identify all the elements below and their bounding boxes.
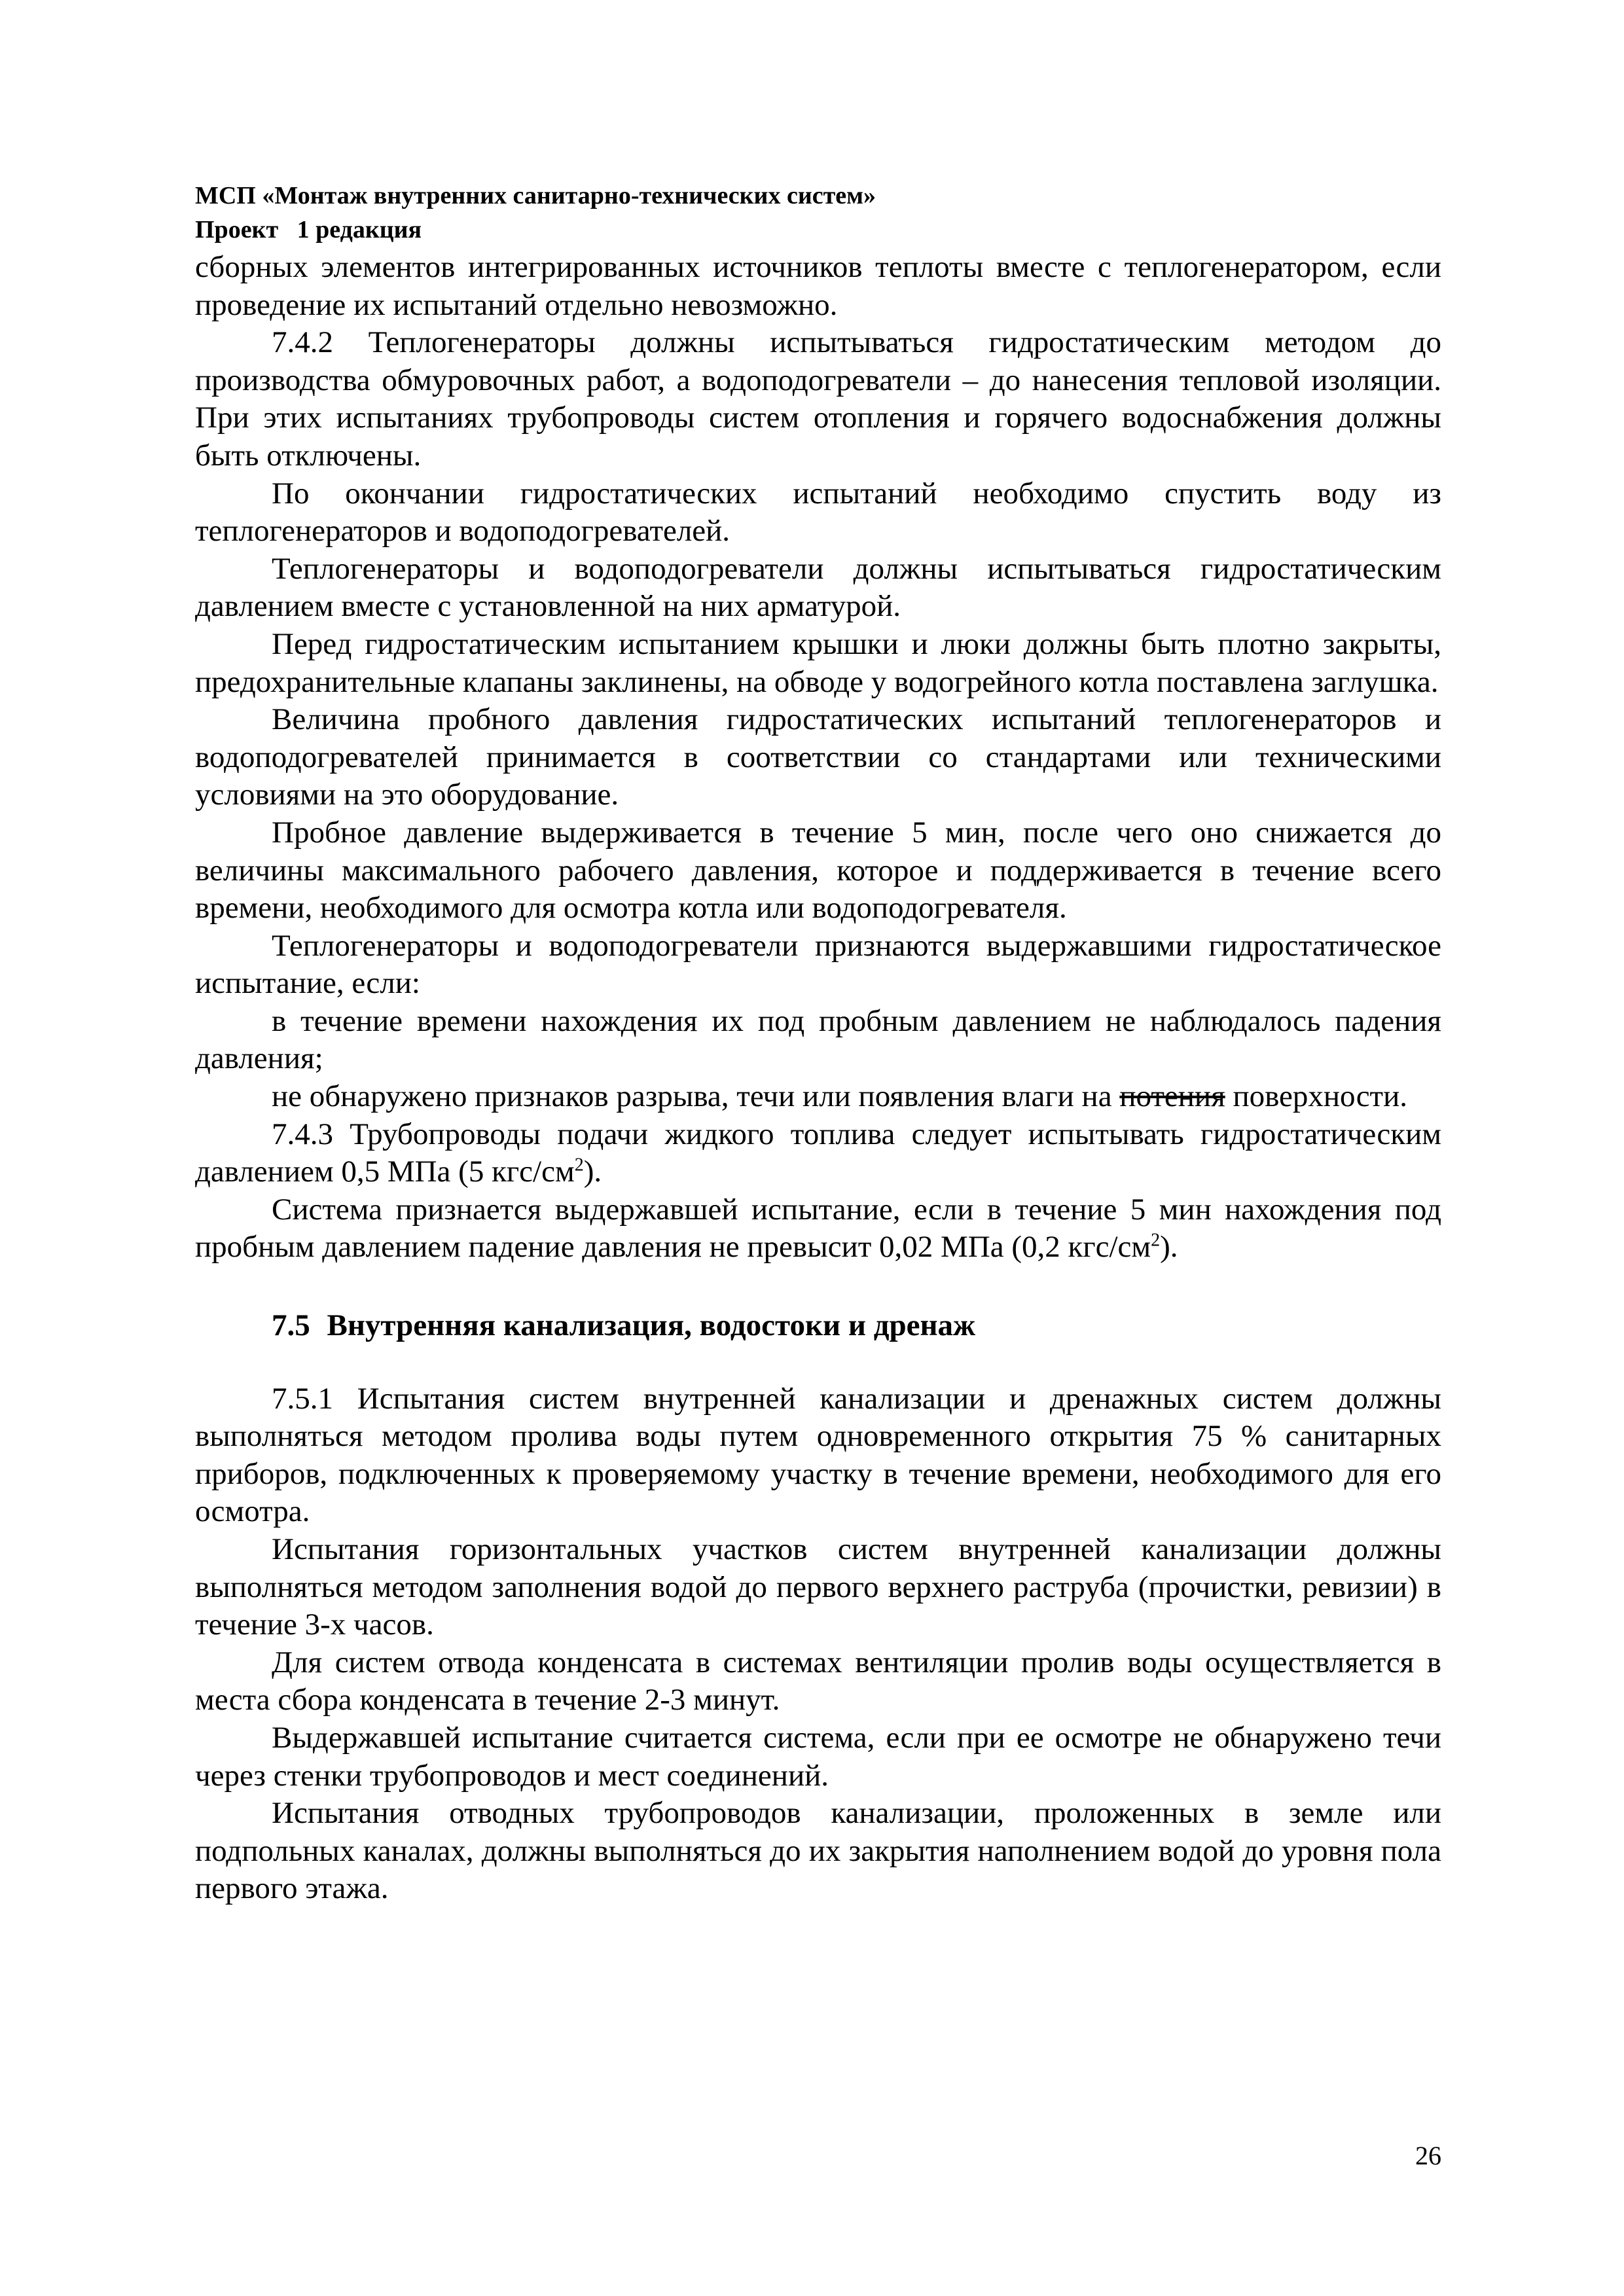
- paragraph-7-4-3: [195, 1116, 1441, 1191]
- paragraph-7-4-3-text-a: 7.4.3 Трубопроводы подачи жидкого топлива следует испытывать гидростатическим давлением 0,5 МПа (5 кгс/см: [195, 1117, 1441, 1189]
- superscript: 2: [1151, 1230, 1161, 1251]
- paragraph-before-test: Перед гидростатическим испытанием крышки и люки должны быть плотно закрыты, предохранительные клапаны заклинены, на обводе у водогрейного котла поставлена заглушка.: [195, 626, 1441, 699]
- paragraph-system-passed-text-b: ).: [1160, 1230, 1178, 1265]
- paragraph-7-4-2: 7.4.2 Теплогенераторы должны испытываться гидростатическим методом до производства обмуровочных работ, а водоподогреватели – до нанесения тепловой изоляции. При этих испытаниях трубопроводы систем отопления и горячего водоснабжения должны быть отключены.: [195, 325, 1441, 473]
- paragraph-test-pressure-duration: Пробное давление выдерживается в течение 5 мин, после чего оно снижается до величины максимального рабочего давления, которое и поддерживается в течение всего времени, необходимого для осмотра котла или водоподогревателя.: [195, 815, 1441, 925]
- paragraph-no-leaks-text-a: не обнаружено признаков разрыва, течи или появления влаги на: [272, 1079, 1120, 1114]
- paragraph-passed-conditions: Теплогенераторы и водоподогреватели признаются выдержавшими гидростатическое испытание, если:: [195, 928, 1441, 1001]
- paragraph-no-leaks-text-b: поверхности.: [1225, 1079, 1407, 1114]
- section-heading-7-5: [195, 1307, 1441, 1345]
- paragraph-no-pressure-drop: в течение времени нахождения их под пробным давлением не наблюдалось падения давления;: [195, 1003, 1441, 1076]
- struck-word: потения: [1119, 1079, 1225, 1114]
- header-edition: Проект 1 редакция: [195, 216, 422, 243]
- page-number: 26: [1415, 2141, 1441, 2170]
- paragraph-7-4-3-text-b: ).: [583, 1155, 602, 1189]
- paragraph-system-passed-text-a: Система признается выдержавшей испытание, если в течение 5 мин нахождения под пробным давлением падение давления не превысит 0,02 МПа (0,2 кгс/см: [195, 1192, 1441, 1265]
- paragraph-horizontal-sections: Испытания горизонтальных участков систем внутренней канализации должны выполняться методом заполнения водой до первого верхнего раструба (прочистки, ревизии) в течение 3-х часов.: [195, 1532, 1441, 1642]
- section-number: 7.5: [272, 1308, 310, 1343]
- paragraph-underground-pipes: Испытания отводных трубопроводов канализации, проложенных в земле или подпольных каналах, должны выполняться до их закрытия наполнением водой до уровня пола первого этажа.: [195, 1796, 1441, 1906]
- section-title: Внутренняя канализация, водостоки и дренаж: [327, 1308, 976, 1343]
- paragraph-condensate: Для систем отвода конденсата в системах вентиляции пролив воды осуществляется в места сбора конденсата в течение 2-3 минут.: [195, 1645, 1441, 1717]
- paragraph-system-passed: [195, 1191, 1441, 1266]
- paragraph-test-with-fittings: Теплогенераторы и водоподогреватели должны испытываться гидростатическим давлением вместе с установленной на них арматурой.: [195, 551, 1441, 624]
- paragraph-continuation: сборных элементов интегрированных источников теплоты вместе с теплогенератором, если проведение их испытаний отдельно невозможно.: [195, 250, 1441, 322]
- header-title: МСП «Монтаж внутренних санитарно-технических систем»: [195, 182, 876, 209]
- paragraph-test-pressure-value: Величина пробного давления гидростатических испытаний теплогенераторов и водоподогревателей принимается в соответствии со стандартами или техническими условиями на это оборудование.: [195, 702, 1441, 812]
- superscript: 2: [574, 1155, 584, 1175]
- paragraph-7-5-1: 7.5.1 Испытания систем внутренней канализации и дренажных систем должны выполняться методом пролива воды путем одновременного открытия 75 % санитарных приборов, подключенных к проверяемому участку в течение времени, необходимого для его осмотра.: [195, 1381, 1441, 1529]
- document-body: [195, 249, 1441, 1908]
- paragraph-drain-water: По окончании гидростатических испытаний необходимо спустить воду из теплогенераторов и водоподогревателей.: [195, 476, 1441, 548]
- paragraph-no-leaks: [195, 1078, 1441, 1116]
- paragraph-system-passed-drainage: Выдержавшей испытание считается система, если при ее осмотре не обнаружено течи через стенки трубопроводов и мест соединений.: [195, 1720, 1441, 1793]
- page-header: [195, 179, 1439, 247]
